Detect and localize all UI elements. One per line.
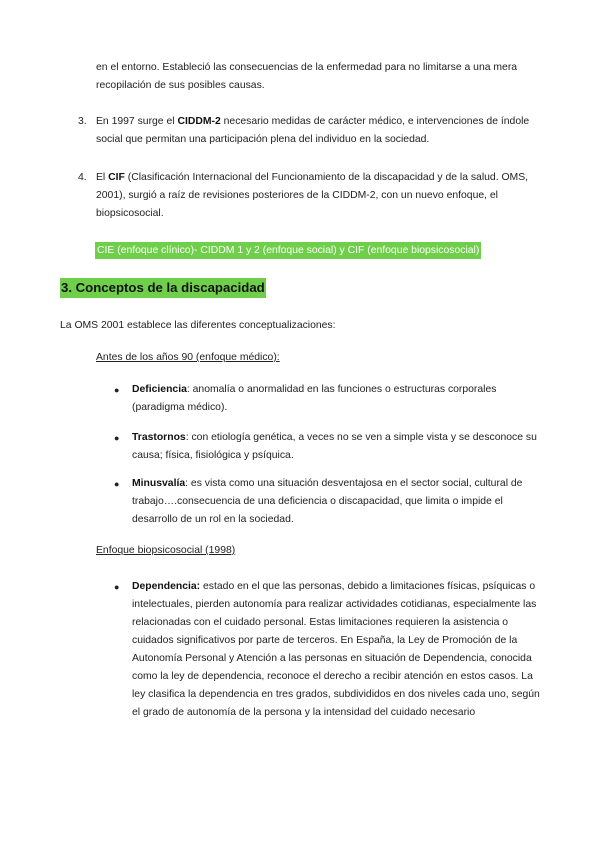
continuation-paragraph: en el entorno. Estableció las consecuencias de la enfermedad para no limitarse a una mera recopilación de sus posibles causas. <box>96 62 518 91</box>
document-page: en el entorno. Estableció las consecuencias de la enfermedad para no limitarse a una mera recopilación de sus posibles causas. 3. En 1997 surge el CIDDM-2 necesario medidas de carácter médico, e intervenciones de índole social que permitan una participación plena del individuo en la sociedad. 4. El CIF (Clasificación Internacional del Funcionamiento de la discapacidad y de la salud. OMS, 2001), surgió a raíz de revisiones posteriores de la CIDDM-2, con un nuevo enfoque, el biopsicosocial. CIE (enfoque clínico)- CIDDM 1 y 2 (enfoque social) y CIF (enfoque biopsicosocial) 3. Conceptos de la discapacidad La OMS 2001 establece las diferentes conceptualizaciones: Antes de los años 90 (enfoque médico): ● Deficiencia: anomalía o anormalidad en las funciones o estructuras corporales (paradigma médico). ● Trastornos: con etiología genética, a veces no se ven a simple vista y se desconoce su causa; física, fisiológica y psíquica. ● Minusvalía: es vista como una situación desventajosa en el sector social, cultural de trabajo….consecuencia de una deficiencia o discapacidad, que limita o impide el desarrollo de un rol en la sociedad. Enfoque biopsicosocial (1998) ● Dependencia: estado en el que las personas, debido a limitaciones físicas, psíquicas o intelectuales, pierden autonomía para realizar actividades cotidianas, especialmente las relacionadas con el cuidado personal. Estas limitaciones requieren la asistencia o cuidados significativos por parte de terceros. En España, la Ley de Promoción de la Autonomía Personal y Atención a las personas en situación de Dependencia, conocida como la ley de dependencia, reconoce el derecho a recibir atención en estos casos. La ley clasifica la dependencia en tres grados, subdivididos en dos niveles cada uno, según el grado de autonomía de la persona y la intensidad del cuidado necesario <box>0 0 600 848</box>
item-bold-term: CIDDM-2 <box>177 116 221 127</box>
subheading-biopsicosocial: Enfoque biopsicosocial (1998) <box>96 545 236 556</box>
item-number: 4. <box>78 172 87 183</box>
bullet-icon: ● <box>114 385 120 395</box>
bullet-icon: ● <box>114 582 120 592</box>
item-number: 3. <box>78 116 87 127</box>
section-intro: La OMS 2001 establece las diferentes conceptualizaciones: <box>60 320 336 331</box>
item-text: El CIF (Clasificación Internacional del Funcionamiento de la discapacidad y de la salud. OMS, 2001), surgió a raíz de revisiones posteriores de la CIDDM-2, con un nuevo enfoque, el biopsicosocial. <box>96 172 529 219</box>
item-bold-term: CIF <box>108 172 125 183</box>
section-heading: 3. Conceptos de la discapacidad <box>60 278 266 298</box>
bullet-term: Dependencia: <box>132 581 201 592</box>
subheading-enfoque-medico: Antes de los años 90 (enfoque médico): <box>96 352 280 363</box>
bullet-term: Minusvalía <box>132 478 186 489</box>
bullet-term: Deficiencia <box>132 384 187 395</box>
bullet-term: Trastornos <box>132 432 186 443</box>
highlighted-summary: CIE (enfoque clínico)- CIDDM 1 y 2 (enfoque social) y CIF (enfoque biopsicosocial) <box>95 242 481 259</box>
item-text: En 1997 surge el CIDDM-2 necesario medidas de carácter médico, e intervenciones de índole social que permitan una participación plena del individuo en la sociedad. <box>96 116 530 145</box>
bullet-icon: ● <box>114 479 120 489</box>
bullet-icon: ● <box>114 433 120 443</box>
